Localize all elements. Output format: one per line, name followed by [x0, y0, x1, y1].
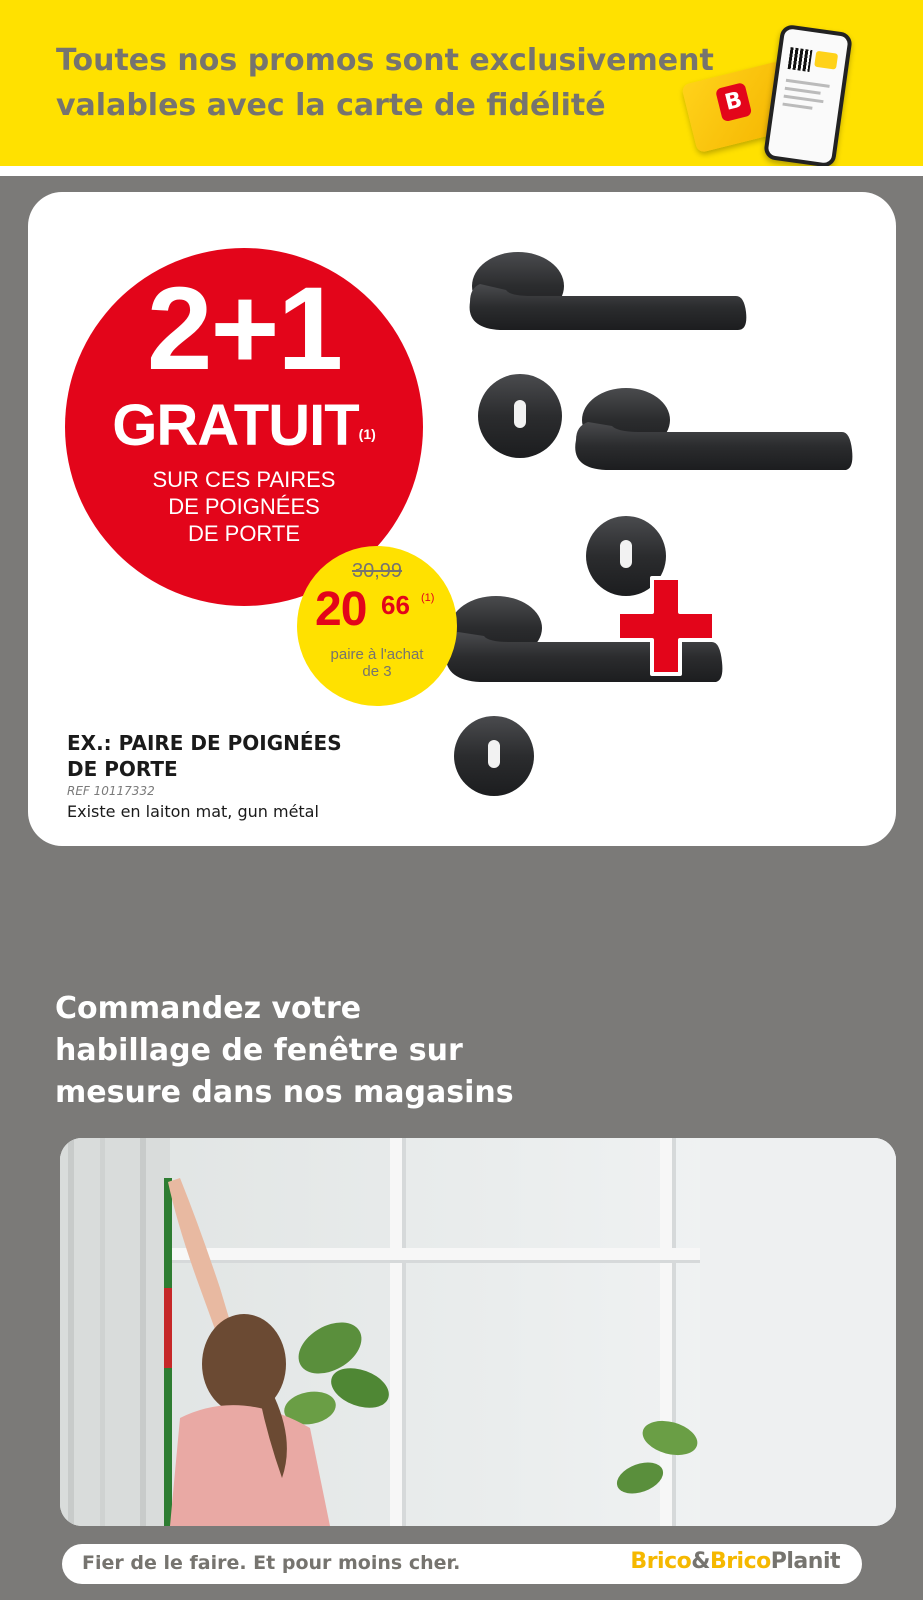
app-text-line [785, 87, 821, 95]
product-title [67, 730, 342, 782]
promo-sub-line-3: DE PORTE [187, 521, 301, 546]
cta-line-1: Commandez votre [55, 991, 362, 1026]
promo-sub-line-1: SUR CES PAIRES [152, 467, 336, 492]
cta-line-2: habillage de fenêtre sur [55, 1033, 463, 1068]
app-text-line [784, 95, 824, 104]
door-handles-image [440, 250, 880, 830]
card-logo: B [715, 82, 752, 122]
promo-footnote: (1) [358, 426, 376, 442]
product-title-line-1: EX.: PAIRE DE POIGNÉES [67, 731, 342, 755]
brand-part-1: Brico [630, 1549, 692, 1574]
footer-bar [62, 1544, 862, 1584]
window-dressing-heading [55, 988, 514, 1114]
banner-divider [0, 166, 923, 176]
product-title-line-2: DE PORTE [67, 757, 178, 781]
brand-logo [630, 1549, 840, 1574]
promo-free-label [65, 393, 423, 458]
new-price-cents: 66 [381, 590, 410, 620]
promo-sub-line-2: DE POIGNÉES [168, 494, 320, 519]
price-condition-line-1: paire à l'achat [330, 646, 424, 663]
promo-offer: 2+1 [146, 263, 342, 395]
loyalty-message [56, 38, 714, 128]
product-variants: Existe en laiton mat, gun métal [67, 802, 319, 821]
window-scene-image [60, 1138, 896, 1526]
slogan: Fier de le faire. Et pour moins cher. [82, 1552, 461, 1574]
price-badge [297, 546, 457, 706]
price-footnote: (1) [421, 592, 435, 604]
keyhole-rose-icon [478, 374, 562, 458]
keyhole-rose-icon [454, 716, 534, 796]
door-handle-icon [470, 252, 747, 330]
price-condition-line-2: de 3 [362, 663, 392, 680]
price-condition [297, 646, 457, 680]
loyalty-line-2: valables avec la carte de fidélité [56, 88, 606, 123]
qr-code-icon [788, 47, 813, 72]
app-text-line [786, 79, 830, 88]
door-handle-icon [575, 388, 852, 470]
brand-part-3: Planit [770, 1549, 840, 1574]
new-price-main: 20 [315, 583, 367, 636]
brand-ampersand: & [691, 1549, 710, 1574]
product-reference: REF 10117332 [67, 784, 155, 798]
old-price: 30,99 [351, 560, 403, 582]
brand-part-2: Brico [709, 1549, 771, 1574]
cta-line-3: mesure dans nos magasins [55, 1075, 514, 1110]
app-card-thumbnail [814, 51, 838, 70]
loyalty-line-1: Toutes nos promos sont exclusivement [56, 43, 714, 78]
app-text-line [782, 103, 812, 110]
promo-free-text: GRATUIT [112, 393, 359, 458]
loyalty-banner [0, 0, 923, 166]
window-measuring-photo [60, 1138, 896, 1526]
promo-subtitle [65, 466, 423, 547]
phone-app-image [763, 24, 853, 169]
